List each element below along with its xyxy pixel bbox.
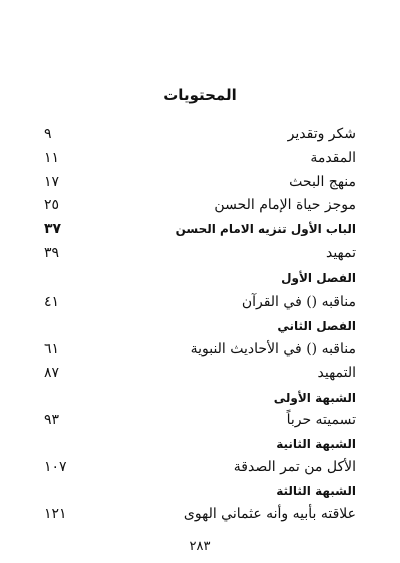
toc-section-heading xyxy=(44,434,356,454)
page-number: ٢٨٣ xyxy=(189,539,211,554)
toc-entry xyxy=(44,339,356,359)
toc-entry-label: الفصل الثاني xyxy=(277,319,356,333)
toc-entry xyxy=(44,457,356,477)
toc-title: المحتويات xyxy=(163,86,237,104)
toc-entry-label: المقدمة xyxy=(310,150,356,166)
toc-entry-label: تمهيد xyxy=(325,245,356,261)
toc-entry-label: الأكل من تمر الصدقة xyxy=(233,459,356,475)
toc-entry xyxy=(44,410,356,430)
toc-entry-label: الشبهة الثالثة xyxy=(276,484,356,498)
toc-entry-page: ١١ xyxy=(44,150,60,166)
toc-entry-label: مناقبه () في الأحاديث النبوية xyxy=(190,341,356,357)
toc-entry-page: ١٧ xyxy=(44,174,60,190)
toc-entry-page: ٣٩ xyxy=(44,245,60,261)
toc-entry-page: ٦١ xyxy=(44,341,60,357)
toc-entry-label: الشبهة الثانية xyxy=(276,437,356,451)
toc-entry-page: ١٠٧ xyxy=(44,459,67,475)
toc-entry xyxy=(44,195,356,215)
toc-entry xyxy=(44,504,356,524)
toc-entry-label: الشبهة الأولى xyxy=(273,391,356,405)
toc-section-heading xyxy=(44,481,356,501)
toc-entry-label: الفصل الأول xyxy=(281,271,356,285)
toc-entry-page: ١٢١ xyxy=(44,506,67,522)
toc-entry-label: علاقته بأبيه وأنه عثماني الهوى xyxy=(183,506,356,522)
toc-entry-label: التمهيد xyxy=(317,365,356,381)
toc-entry-label: شكر وتقدير xyxy=(287,126,356,142)
toc-entry-label: تسميته حرباً xyxy=(286,412,356,428)
toc-entry xyxy=(44,172,356,192)
toc-entry xyxy=(44,124,356,144)
toc-entry xyxy=(44,243,356,263)
toc-entry-page: ٩ xyxy=(44,126,52,142)
toc-entry-page: ٤١ xyxy=(44,294,60,310)
toc-entry-label: منهج البحث xyxy=(289,174,356,190)
toc-entry xyxy=(44,363,356,383)
toc-entry-label: الباب الأول تنزيه الامام الحسن xyxy=(175,222,356,236)
toc-entry-page: ٩٣ xyxy=(44,412,60,428)
toc-section-heading xyxy=(44,268,356,288)
toc-section-heading xyxy=(44,388,356,408)
toc-entry-page: ٨٧ xyxy=(44,365,60,381)
toc-entry-page: ٣٧ xyxy=(44,221,62,237)
toc-entry-label: مناقبه () في القرآن xyxy=(241,294,356,310)
toc-entry-label: موجز حياة الإمام الحسن xyxy=(214,197,356,213)
toc-section-heading xyxy=(44,219,356,239)
toc-entry xyxy=(44,148,356,168)
toc-entry xyxy=(44,292,356,312)
toc-section-heading xyxy=(44,316,356,336)
toc-entry-page: ٢٥ xyxy=(44,197,60,213)
